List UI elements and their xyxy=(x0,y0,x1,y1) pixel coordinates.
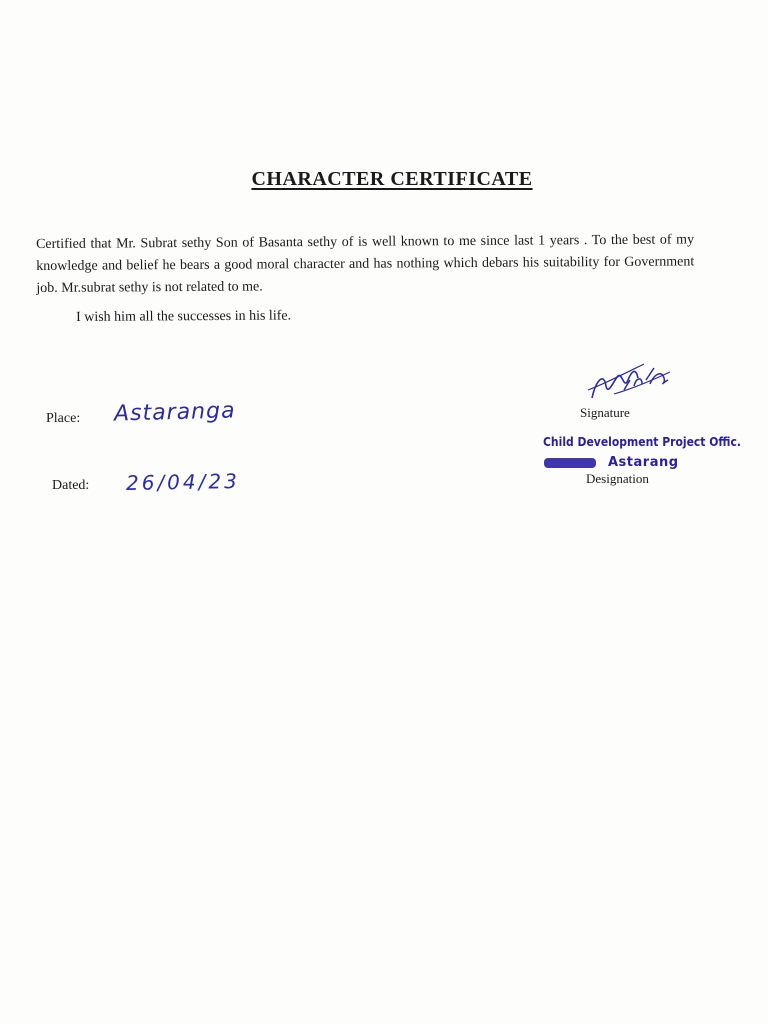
dated-value: 26/04/23 xyxy=(125,469,241,495)
signature-label: Signature xyxy=(580,405,630,420)
signature-scribble xyxy=(584,350,674,410)
certificate-title: CHARACTER CERTIFICATE xyxy=(251,168,533,190)
certificate-body: Certified that Mr. Subrat sethy Son of Basanta sethy of is well known to me since last 1 years . To the best of my knowledge and belief he bears a good moral character and has nothing which debars his suitability for Government job. Mr.subrat sethy is not related to me. xyxy=(36,232,695,296)
place-label: Place: xyxy=(46,411,81,426)
designation-label: Designation xyxy=(586,471,649,486)
place-value: Astaranga xyxy=(113,398,236,427)
stamp-office: Child Development Project Offic. xyxy=(543,435,741,449)
dated-label: Dated: xyxy=(52,478,90,493)
wish-line: I wish him all the successes in his life. xyxy=(76,308,292,325)
stamp-smudge xyxy=(544,458,596,468)
stamp-place: Astarang xyxy=(608,455,679,470)
